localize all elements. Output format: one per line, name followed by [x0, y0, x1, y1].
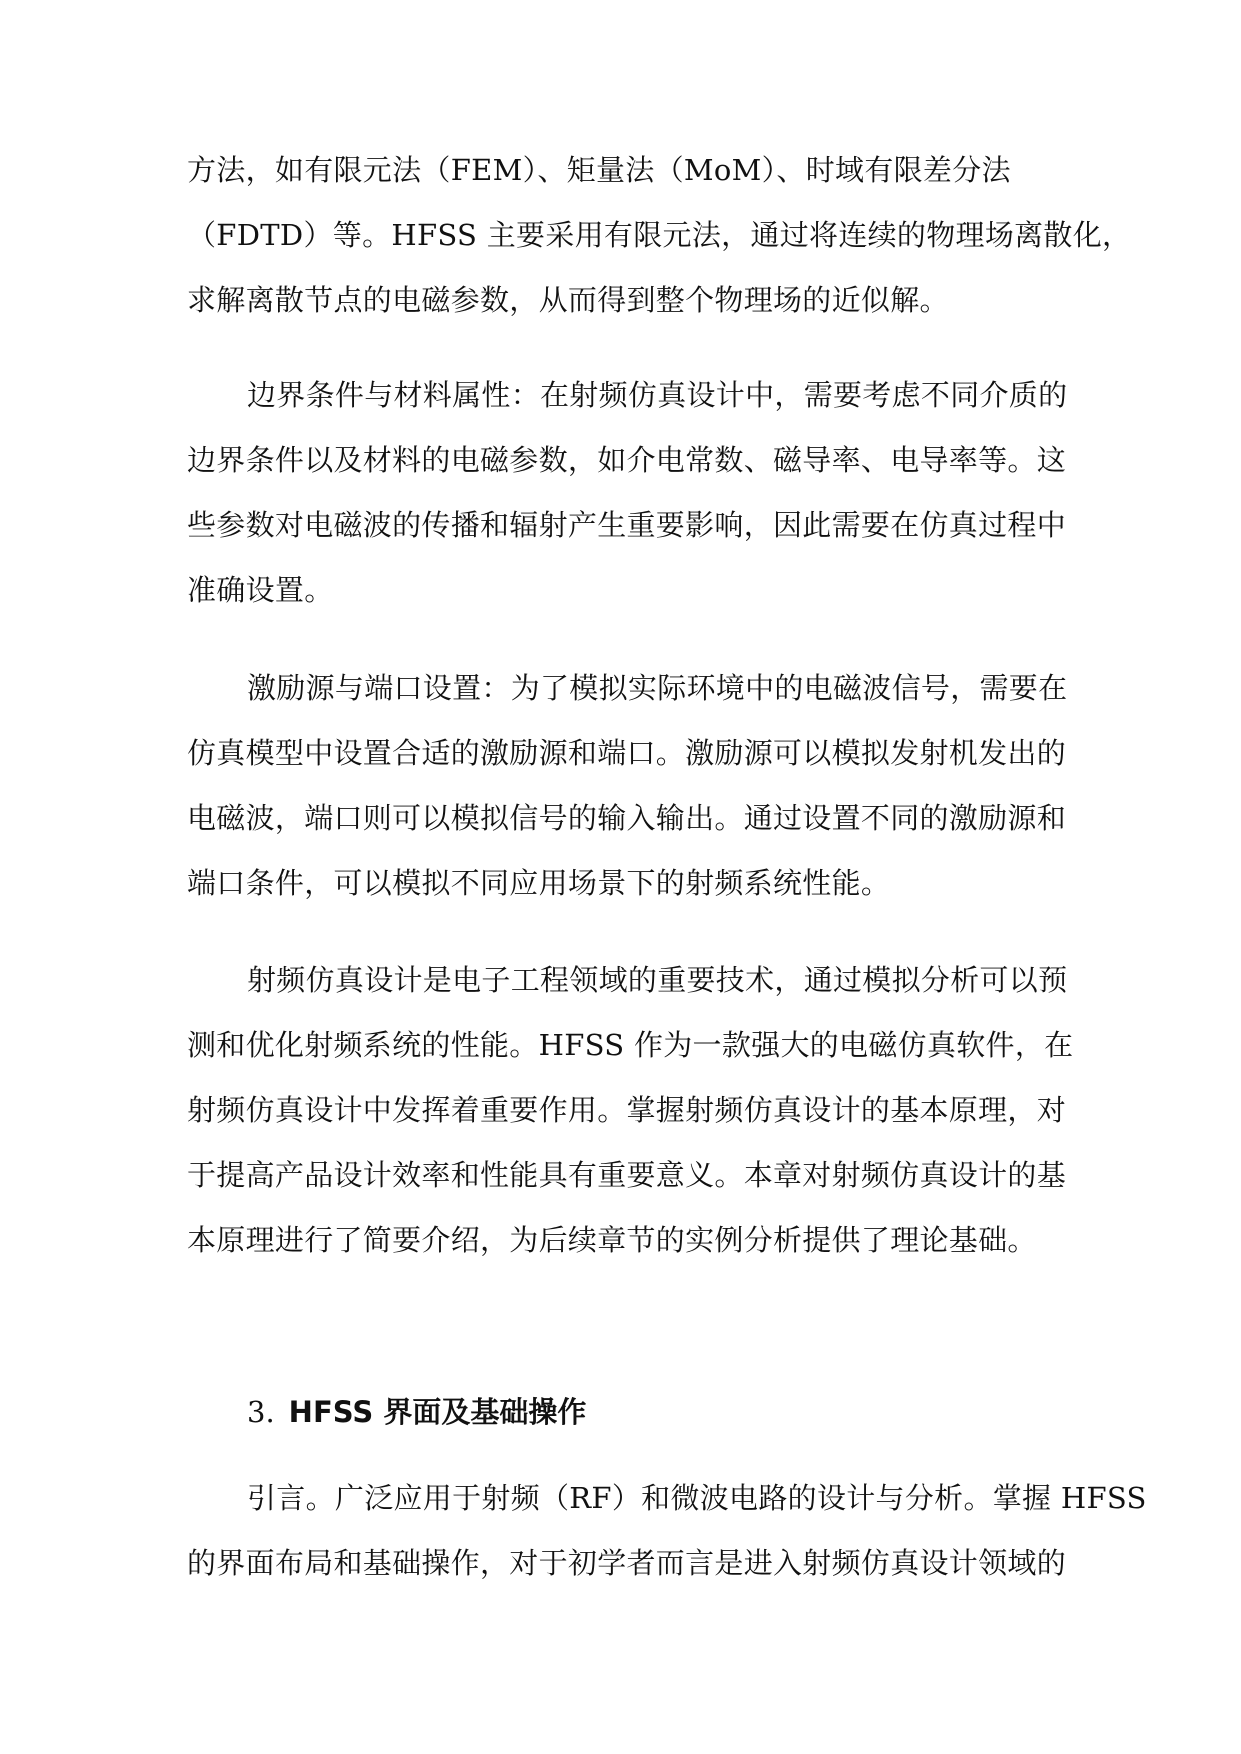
paragraph-4-line-2: 测和优化射频系统的性能。HFSS 作为一款强大的电磁仿真软件，在: [187, 1028, 1074, 1062]
intro-line-2: 的界面布局和基础操作，对于初学者而言是进入射频仿真设计领域的: [187, 1546, 1067, 1580]
paragraph-1-line-2: （FDTD）等。HFSS 主要采用有限元法，通过将连续的物理场离散化，: [187, 218, 1132, 252]
section-heading: [247, 1392, 586, 1432]
intro-line-1: 引言。广泛应用于射频（RF）和微波电路的设计与分析。掌握 HFSS: [247, 1481, 1147, 1515]
paragraph-3-line-2: 仿真模型中设置合适的激励源和端口。激励源可以模拟发射机发出的: [187, 736, 1067, 770]
paragraph-3-line-4: 端口条件，可以模拟不同应用场景下的射频系统性能。: [187, 866, 891, 900]
paragraph-1-line-3: 求解离散节点的电磁参数，从而得到整个物理场的近似解。: [187, 283, 949, 317]
paragraph-4-line-3: 射频仿真设计中发挥着重要作用。掌握射频仿真设计的基本原理，对: [187, 1093, 1067, 1127]
section-number: 3.: [247, 1395, 275, 1429]
paragraph-3-line-1: 激励源与端口设置：为了模拟实际环境中的电磁波信号，需要在: [247, 671, 1068, 705]
paragraph-2-line-2: 边界条件以及材料的电磁参数，如介电常数、磁导率、电导率等。这: [187, 443, 1067, 477]
paragraph-4-line-5: 本原理进行了简要介绍，为后续章节的实例分析提供了理论基础。: [187, 1223, 1037, 1257]
paragraph-4-line-1: 射频仿真设计是电子工程领域的重要技术，通过模拟分析可以预: [247, 963, 1068, 997]
section-title: HFSS 界面及基础操作: [288, 1395, 587, 1429]
paragraph-2-line-1: 边界条件与材料属性：在射频仿真设计中，需要考虑不同介质的: [247, 378, 1068, 412]
paragraph-2-line-4: 准确设置。: [187, 573, 334, 607]
paragraph-3-line-3: 电磁波，端口则可以模拟信号的输入输出。通过设置不同的激励源和: [187, 801, 1067, 835]
paragraph-2-line-3: 些参数对电磁波的传播和辐射产生重要影响，因此需要在仿真过程中: [187, 508, 1067, 542]
paragraph-1-line-1: 方法，如有限元法（FEM）、矩量法（MoM）、时域有限差分法: [187, 153, 1011, 187]
paragraph-4-line-4: 于提高产品设计效率和性能具有重要意义。本章对射频仿真设计的基: [187, 1158, 1067, 1192]
